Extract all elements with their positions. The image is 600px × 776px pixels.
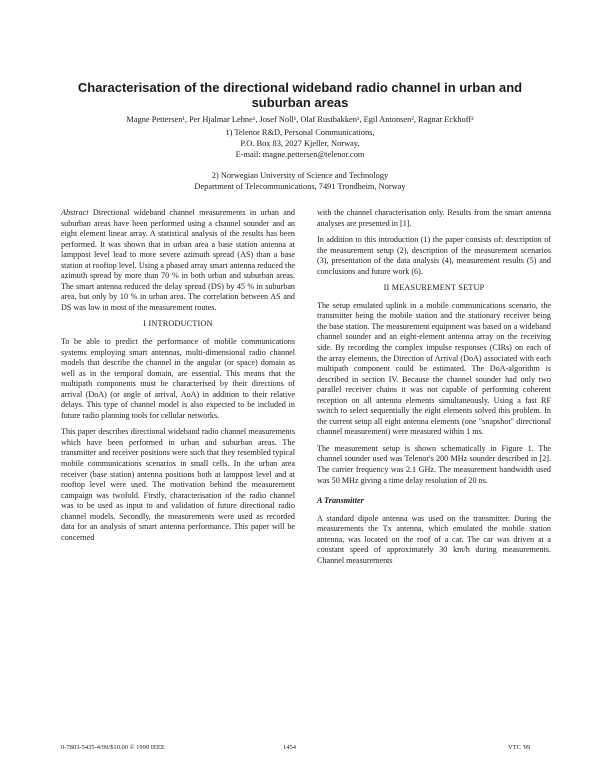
section-heading-introduction: I INTRODUCTION xyxy=(143,319,213,329)
affiliation-line: 1) Telenor R&D, Personal Communications, xyxy=(225,128,375,137)
footer-page-number: 1454 xyxy=(283,744,296,751)
footer-copyright: 0-7803-5435-4/99/$10.00 © 1999 IEEE xyxy=(61,744,165,751)
abstract-text: Directional wideband channel measurements in urban and suburban areas have been performed using a channel sounder and an eight element linear array. A statistical analysis of the results has been performed. It was shown that in urban area a base station antenna at lamppost level lead to more severe azimuth spread (AS) than a base station at rooftop level. Using a phased array smart antenna reduced the azimuth spread by more than 70 % in both urban and suburban areas. The smart antenna reduced the delay spread (DS) by 45 % in suburban area, but only by 10 % in urban area. The correlation between AS and DS was low in most of the measurement routes. xyxy=(61,208,295,312)
affiliation-line: P.O. Box 83, 2027 Kjeller, Norway, xyxy=(240,139,360,148)
affiliation-2 xyxy=(150,170,450,192)
abstract-label: Abstract xyxy=(61,208,89,217)
body-paragraph: The setup emulated uplink in a mobile communications scenario, the transmitter being the mobile station and the stationary receiver being the base station. The measurement equipment was based on a wideband channel sounder and an eight-element antenna array on the receiving side. By recording the complex impulse responses (CIRs) on each of the array elements, the Direction of Arrival (DoA) associated with each multipath component could be estimated. The DoA-algorithm is described in section IV. Because the channel sounder had only two parallel receiver chains it was not capable of performing coherent reception on all antenna elements simultaneously. Using a fast RF switch to select sequentially the eight elements solved this problem. In the current setup all eight antenna elements (one "snapshot" directional channel measurement) were measured within 1 ms. xyxy=(317,300,551,437)
left-column xyxy=(61,208,295,549)
body-paragraph: The measurement setup is shown schematically in Figure 1. The channel sounder used was Telenor's 200 MHz sounder described in [2]. The carrier frequency was 2.1 GHz. The measurement bandwidth used was 50 MHz giving a time delay resolution of 20 ns. xyxy=(317,443,551,485)
section-heading-measurement-setup: II MEASUREMENT SETUP xyxy=(383,283,485,293)
body-paragraph: with the channel characterisation only. Results from the smart antenna analyses are presented in [1]. xyxy=(317,208,551,228)
affiliation-line: 2) Norwegian University of Science and Technology xyxy=(211,171,389,180)
body-paragraph: In addition to this introduction (1) the paper consists of: description of the measurement setup (2), description of the measurement scenarios (3), presentation of the data analysis (4), measurement results (5) and conclusions and future work (6). xyxy=(317,235,551,276)
subsection-heading-transmitter: A Transmitter xyxy=(317,496,364,506)
affiliation-line: Department of Telecommunications, 7491 Trondheim, Norway xyxy=(194,182,406,191)
body-paragraph: This paper describes directional wideband radio channel measurements which have been performed in urban and suburban areas. The transmitter and receiver positions were such that they resembled typical mobile communications scenarios in small cells. In the urban area receiver (base station) antenna positions both at lamppost level and at rooftop level were used. The motivation behind the measurement campaign was twofold. Firstly, characterisation of the radio channel was to be used as input to and validation of future directional radio channel models. Secondly, the measurements were used as recorded data for an analysis of smart antenna performance. This paper will be concerned xyxy=(61,427,295,542)
affiliation-1 xyxy=(160,127,440,160)
body-paragraph: To be able to predict the performance of mobile communications systems employing smart antennas, multi-dimensional radio channel models that describe the channel in the angular (or space) domain as well as in the temporal domain, are essential. This means that the multipath components must be characterised by their directions of arrival (DoA) (or angle of arrival, AoA) in addition to their relative delays. This type of channel model is also expected to be included in future radio planning tools for cellular networks. xyxy=(61,337,295,420)
paper-title: Characterisation of the directional wideband radio channel in urban and suburban areas xyxy=(77,80,523,110)
footer-conference: VTC '99 xyxy=(508,744,531,751)
right-column xyxy=(317,208,551,572)
body-paragraph: A standard dipole antenna was used on the transmitter. During the measurements the Tx antenna, which emulated the mobile station antenna, was located on the roof of a car. The car was driven at a constant speed of approximately 30 km/h during measurements. Channel measurements xyxy=(317,513,551,565)
author-list: Magne Pettersen¹, Per Hjalmar Lehne¹, Josef Noll¹, Olaf Rustbakken¹, Egil Antonsen², Ragnar Eckhoff² xyxy=(126,115,474,124)
affiliation-line: E-mail: magne.pettersen@telenor.com xyxy=(235,150,365,159)
abstract xyxy=(61,208,295,313)
